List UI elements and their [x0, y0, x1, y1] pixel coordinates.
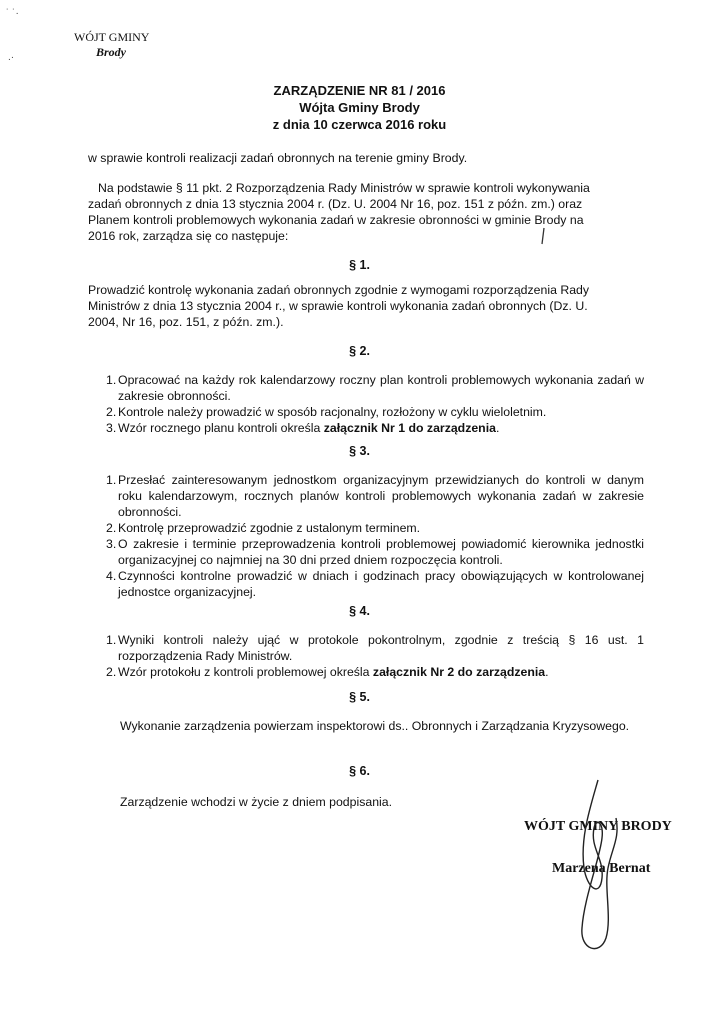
list-item [88, 568, 644, 600]
list-number: 3. [106, 537, 117, 551]
section-1-line: Ministrów z dnia 13 stycznia 2004 r., w sprawie kontroli wykonania zadań obronnych (Dz. U. [88, 299, 588, 313]
list-text: Wzór rocznego planu kontroli określa [118, 421, 324, 435]
list-item [88, 632, 644, 664]
legal-basis-line: zadań obronnych z dnia 13 stycznia 2004 r. (Dz. U. 2004 Nr 16, poz. 151 z późn. zm.) oraz [88, 197, 583, 211]
office-stamp [74, 30, 149, 60]
legal-basis [88, 180, 644, 244]
list-item [88, 372, 644, 404]
margin-mark [536, 226, 550, 246]
section-1-text [88, 282, 644, 330]
document-header [0, 82, 719, 133]
section-1-heading: § 1. [349, 258, 370, 272]
legal-basis-line: 2016 rok, zarządza się co następuje: [88, 229, 289, 243]
section-1-line: 2004, Nr 16, poz. 151, z późn. zm.). [88, 315, 284, 329]
list-text: Kontrolę przeprowadzić zgodnie z ustalonym terminem. [118, 521, 421, 535]
document-date: z dnia 10 czerwca 2016 roku [272, 117, 447, 132]
list-text: Kontrole należy prowadzić w sposób racjonalny, rozłożony w cyklu wieloletnim. [118, 405, 547, 419]
section-3-heading: § 3. [349, 444, 370, 458]
scan-speck: ˙ ˙· [6, 8, 19, 19]
stamp-line-2: Brody [96, 45, 126, 59]
attachment-reference: załącznik Nr 2 do zarządzenia [372, 665, 546, 679]
handwritten-signature [560, 778, 640, 958]
list-text: Wzór protokołu z kontroli problemowej określa [118, 665, 373, 679]
list-number: 1. [106, 373, 117, 387]
list-number: 2. [106, 665, 117, 679]
list-item [88, 536, 644, 568]
list-text: Opracować na każdy rok kalendarzowy roczny plan kontroli problemowych wykonania zadań w zakresie obronności. [118, 373, 644, 403]
list-item [88, 664, 644, 680]
list-number: 3. [106, 421, 117, 435]
signature-name: Marzena Bernat [552, 861, 651, 876]
list-item [88, 404, 644, 420]
list-item [88, 420, 644, 436]
list-number: 1. [106, 633, 117, 647]
legal-basis-line: Na podstawie § 11 pkt. 2 Rozporządzenia Rady Ministrów w sprawie kontroli wykonywania [98, 181, 590, 195]
document-subject: w sprawie kontroli realizacji zadań obronnych na terenie gminy Brody. [88, 151, 468, 165]
section-4-list [88, 632, 644, 680]
scan-speck: .· [8, 52, 15, 63]
document-issuer: Wójta Gminy Brody [299, 100, 420, 115]
list-text: Przesłać zainteresowanym jednostkom organizacyjnym przewidzianych do kontroli w danym roku kalendarzowym, rocznych planów kontroli problemowych wykonania zadań w zakresie obronności. [118, 473, 644, 519]
section-5-heading: § 5. [349, 690, 370, 704]
list-text: Czynności kontrolne prowadzić w dniach i godzinach pracy obowiązujących w kontrolowanej jednostce organizacyjnej. [118, 569, 644, 599]
list-item [88, 472, 644, 520]
section-6-text: Zarządzenie wchodzi w życie z dniem podpisania. [120, 795, 393, 809]
section-2-list [88, 372, 644, 436]
signature-title: WÓJT GMINY BRODY [524, 819, 672, 834]
list-text-tail: . [545, 665, 549, 679]
legal-basis-line: Planem kontroli problemowych wykonania zadań w zakresie obronności w gminie Brody na [88, 213, 584, 227]
section-6-heading: § 6. [349, 764, 370, 778]
list-text: Wyniki kontroli należy ująć w protokole pokontrolnym, zgodnie z treścią § 16 ust. 1 rozporządzenia Rady Ministrów. [118, 633, 644, 663]
list-number: 2. [106, 405, 117, 419]
section-2-heading: § 2. [349, 344, 370, 358]
section-3-list [88, 472, 644, 600]
list-text: O zakresie i terminie przeprowadzenia kontroli problemowej powiadomić kierownika jednostki organizacyjnej co najmniej na 30 dni przed dniem rozpoczęcia kontroli. [118, 537, 644, 567]
list-number: 2. [106, 521, 117, 535]
section-5-text: Wykonanie zarządzenia powierzam inspektorowi ds.. Obronnych i Zarządzania Kryzysowego. [120, 719, 630, 733]
list-number: 1. [106, 473, 117, 487]
list-text-tail: . [495, 421, 500, 435]
list-item [88, 520, 644, 536]
attachment-reference: załącznik Nr 1 do zarządzenia [323, 421, 496, 435]
section-4-heading: § 4. [349, 604, 370, 618]
stamp-line-1: WÓJT GMINY [74, 30, 150, 44]
list-number: 4. [106, 569, 117, 583]
section-1-line: Prowadzić kontrolę wykonania zadań obronnych zgodnie z wymogami rozporządzenia Rady [88, 283, 590, 297]
document-title: ZARZĄDZENIE NR 81 / 2016 [273, 83, 446, 98]
